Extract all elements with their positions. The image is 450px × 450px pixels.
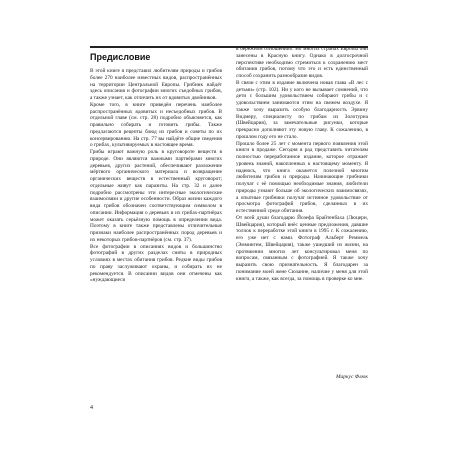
left-column xyxy=(90,68,222,284)
paragraph: От всей души благодарю Йозефа Брайтенбаха (Люцерн, Швейцария), который внёс ценные предложения, давшие толчок к переработке этой книги в 1995 г. К сожалению, его уже нет с нами. Фотограф Альберт Реммель (Эммингем, Швейцария), также ушедший из жизни, на протяжении многих лет консультировал меня по вопросам, связанным с фотографией. Я также хочу выразить свою признательность. Я благодарен за понимание моей жене Сюзанне, наличие у меня для этой книги, а также, как всегда, за помощь в проверке ко мне. xyxy=(236,214,368,282)
paragraph: Прошло более 25 лет с момента первого появления этой книги в продаже. Сегодня я рад представить читателям полностью переработанное издание, которое отражает уровень знаний, накопленных к настоящему моменту. Я надеюсь, что книга окажется полезной многим любителям грибов и природы. Начинающие грибники получат с её помощью необходимые знания, любители природы узнают больше об экологических взаимосвязях, а опытные грибники получат истинное удовольствие от просмотра фотографий грибов, сделанных в их естественной среде обитания. xyxy=(236,140,368,214)
paragraph: Кроме того, в книге приведён перечень наиболее распространённых ядовитых и несъедобных грибов. В отдельной главе (см. стр. 28) подробно объясняется, как правильно собирать и готовить грибы. Также предлагаются рецепты блюд из грибов и советы по их консервированию. На стр. 77 вы найдёте общие сведения о грибах, культивируемых в настоящее время. xyxy=(90,101,222,149)
paragraph: в бережном отношении». Во многих странах Европы они занесены в Красную книгу. Однако в долгосрочной перспективе необходимо стремиться к сохранению мест обитания грибов, потому что это и есть единственный способ сохранить разнообразие видов. xyxy=(236,46,368,79)
author-signature: Маркус Флюк xyxy=(335,374,368,380)
right-column xyxy=(236,46,368,282)
page-title: Предисловие xyxy=(90,52,151,62)
paragraph: Все фотографии в описаниях видов и большинство фотографий в других разделах сняты в природных условиях в местах обитания грибов. Редкие виды грибов по праву заслуживают охраны, и собирать их не рекомендуется. В описании видов они отмечены как «нуждающиеся xyxy=(90,243,222,284)
paragraph: Грибы играют важную роль в круговороте веществ в природе. Они являются важными партнёрами многих деревьев, других растений, обеспечивают разложение мёртвого органического материала и возвращение органических веществ в естественный круговорот; отдельные живут как паразиты. На стр. 32 и далее подробно рассмотрены эти интересные экологические взаимосвязи и другие особенности. Образ жизни каждого вида грибов обозначен соответствующим символом в описании. Информация о деревьях и их грибах-партнёрах может оказать серьёзную помощь в определении вида. Поэтому в книге также представлены отличительные признаки наиболее распространённых пород деревьев и их некоторых грибов-партнёров (см. стр. 37). xyxy=(90,149,222,243)
paragraph: В связи с этим в издание включена новая глава «В лес с детьми» (стр. 102). Ни у кого не вызывает сомнений, что дети с большим удовольствием собирают грибы и с удовольствием занимаются этим на свежем воздухе. Я также хочу выразить особую благодарность Эрвину Видмеру, специалисту по грибам из Золотурна (Швейцария), за замечательные рисунки, которые прекрасно дополняют эту новую главу. К сожалению, в прошлом году его не стало. xyxy=(236,79,368,140)
paragraph: В этой книге я представил любителям природы и грибов более 270 наиболее известных видов, распространённых на территории Центральной Европы. Грибник найдёт здесь описания и фотографии многих съедобных грибов, а также узнает, как отличить их от ядовитых двойников. xyxy=(90,68,222,101)
page-number: 4 xyxy=(90,405,93,411)
